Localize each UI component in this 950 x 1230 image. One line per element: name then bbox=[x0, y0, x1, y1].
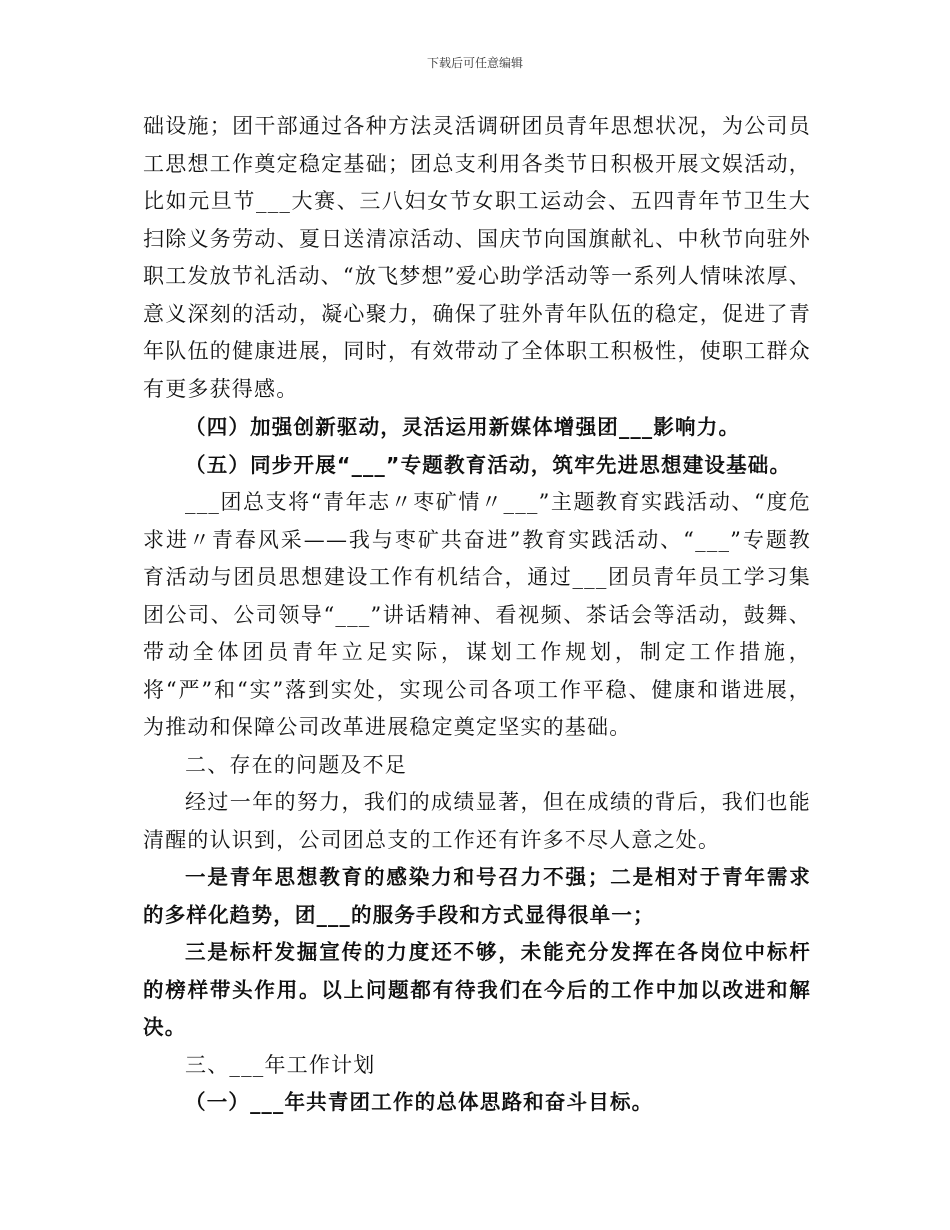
paragraph-education-details: ___团总支将“青年志〃枣矿情〃___”主题教育实践活动、“度危求进〃青春风采——我与枣矿共奋进”教育实践活动、“___”专题教育活动与团员思想建设工作有机结合，通过___团员青年员工学习集团公司、公司领导“___”讲话精神、看视频、茶话会等活动，鼓舞、带动全体团员青年立足实际，谋划工作规划，制定工作措施，将“严”和“实”落到实处，实现公司各项工作平稳、健康和谐进展，为推动和保障公司改革进展稳定奠定坚实的基础。 bbox=[143, 490, 811, 739]
paragraph-activities: 础设施；团干部通过各种方法灵活调研团员青年思想状况，为公司员工思想工作奠定稳定基础；团总支利用各类节日积极开展文娱活动，比如元旦节___大赛、三八妇女节女职工运动会、五四青年节卫生大扫除义务劳动、夏日送清凉活动、国庆节向国旗献礼、中秋节向驻外职工发放节礼活动、“放飞梦想”爱心助学活动等一系列人情味浓厚、意义深刻的活动，凝心聚力，确保了驻外青年队伍的稳定，促进了青年队伍的健康进展，同时，有效带动了全体职工积极性，使职工群众有更多获得感。 bbox=[143, 114, 811, 401]
heading-education: （五）同步开展“___”专题教育活动，筑牢先进思想建设基础。 bbox=[185, 452, 792, 477]
heading-work-plan: 三、___年工作计划 bbox=[185, 1052, 376, 1077]
heading-innovation: （四）加强创新驱动，灵活运用新媒体增强团___影响力。 bbox=[185, 415, 741, 439]
paragraph-problem-three: 三是标杆发掘宣传的力度还不够，未能充分发挥在各岗位中标杆的榜样带头作用。以上问题都有待我们在今后的工作中加以改进和解决。 bbox=[143, 940, 811, 1039]
document-body bbox=[143, 108, 811, 1122]
paragraph-problem-one-two: 一是青年思想教育的感染力和号召力不强；二是相对于青年需求的多样化趋势，团___的服务手段和方式显得很单一； bbox=[143, 865, 811, 927]
paragraph-problems-intro: 经过一年的努力，我们的成绩显著，但在成绩的背后，我们也能清醒的认识到，公司团总支的工作还有许多不尽人意之处。 bbox=[143, 790, 811, 852]
page-header: 下载后可任意编辑 bbox=[426, 56, 523, 70]
heading-overall-goals: （一）___年共青团工作的总体思路和奋斗目标。 bbox=[185, 1090, 654, 1114]
heading-problems: 二、存在的问题及不足 bbox=[185, 752, 407, 777]
